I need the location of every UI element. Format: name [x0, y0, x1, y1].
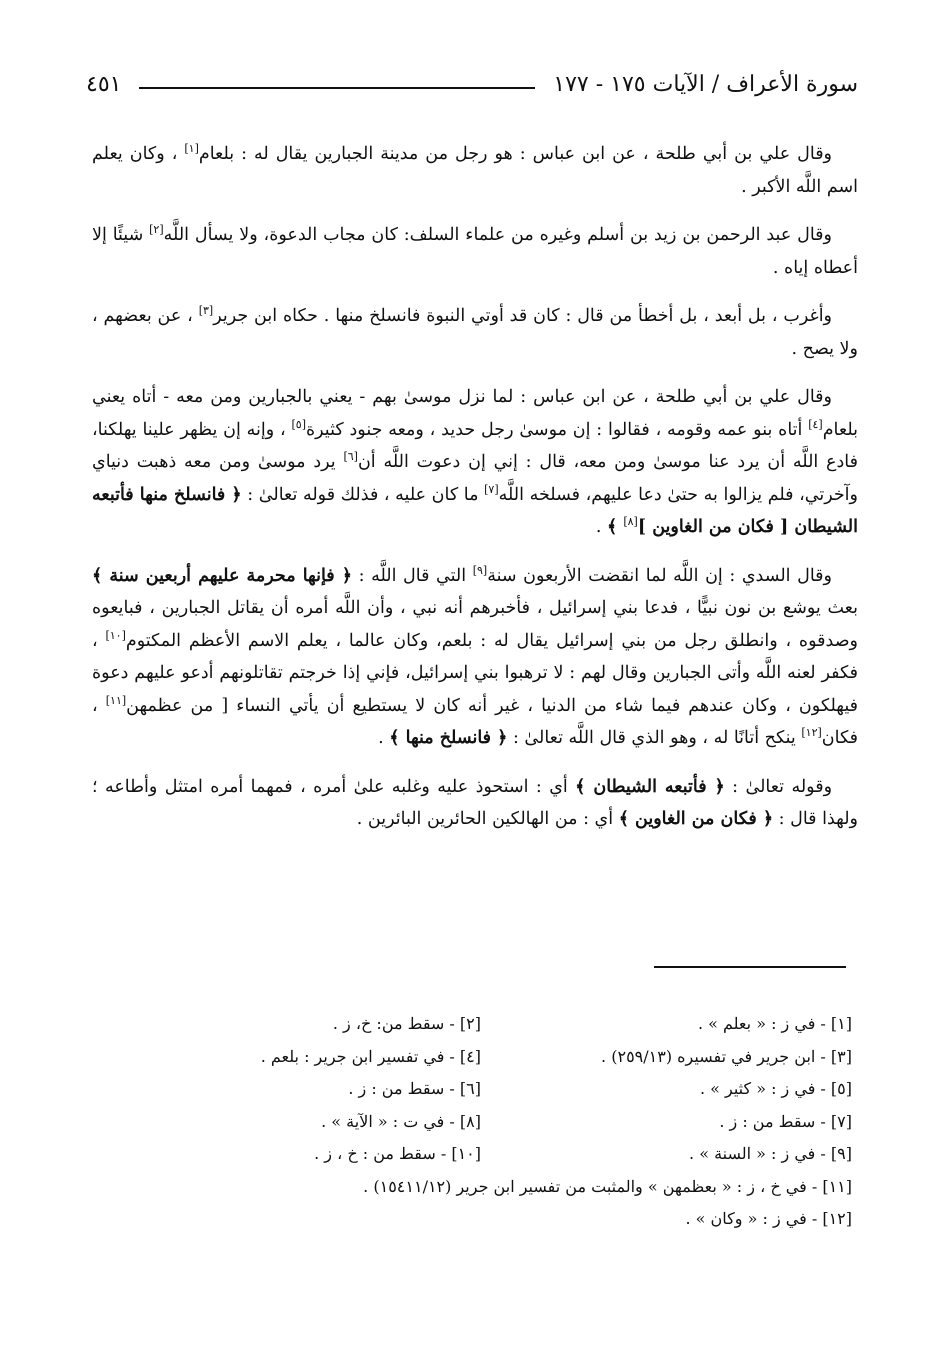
paragraph-6	[92, 771, 858, 836]
quran-quote: ﴿ فانسلخ منها فأتبعه الشيطان [ فكان من الغاوين ]	[92, 484, 858, 537]
footnote-row	[110, 1138, 852, 1171]
main-text	[92, 138, 858, 836]
footnote-ref[interactable]: [٨]	[623, 515, 638, 529]
text-run: وقال علي بن أبي طلحة ، عن ابن عباس : لما نزل موسىٰ بهم - يعني بالجبارين ومن معه - أتاه يعني بلعام	[92, 387, 858, 440]
footnote-row	[110, 1073, 852, 1106]
text-run: بعث يوشع بن نون نبيًّا ، فدعا بني إسرائيل ، فأخبرهم أنه نبي ، وأن اللَّه أمره أن يقاتل الجبارين ، فبايعوه وصدقوه ، وانطلق رجل من بني إسرائيل يقال له : بلعم، وكان عالما ، يعلم الاسم الأعظم المكتوم	[92, 598, 859, 651]
text-run: أي : استحوذ عليه وغلبه علىٰ أمره ، فمهما أمره امتثل وأطاعه ؛ ولهذا قال :	[92, 776, 858, 829]
text-run: وقال عبد الرحمن بن زيد بن أسلم وغيره من علماء السلف: كان مجاب الدعوة، ولا يسأل اللَّه	[163, 225, 833, 245]
footnote: [٤] - في تفسير ابن جرير : بلعم .	[260, 1046, 481, 1066]
footnote-row	[110, 1203, 852, 1236]
footnote-row	[110, 1171, 852, 1204]
quran-quote: ﴿ فأتبعه الشيطان ﴾	[575, 776, 725, 797]
quran-quote: ﴿ فإنها محرمة عليهم أربعين سنة ﴾	[92, 565, 353, 586]
footnote: [٣] - ابن جرير في تفسيره (٢٥٩/١٣) .	[601, 1046, 852, 1066]
text-run: ، عن بعضهم ، ولا يصح .	[92, 306, 858, 359]
page-number: ٤٥١	[86, 72, 122, 97]
footnote-ref[interactable]: [١٠]	[105, 628, 126, 642]
footnote: [١١] - في خ ، ز : « بعظمهن » والمثبت من تفسير ابن جرير (١٥٤١١/١٢) .	[363, 1176, 852, 1196]
text-run: أي : من الهالكين الحائرين البائرين .	[356, 809, 619, 829]
footnote-ref[interactable]: [٤]	[808, 417, 823, 431]
footnote-ref[interactable]: [١٢]	[801, 726, 822, 740]
footnote-row	[110, 1008, 852, 1041]
footnote: [١] - في ز : « بعلم » .	[697, 1014, 852, 1033]
footnotes	[110, 1008, 852, 1236]
page-header	[86, 72, 858, 97]
footnote: [٢] - سقط من: خ، ز .	[332, 1014, 481, 1033]
text-run: ، وكان يعلم اسم اللَّه الأكبر .	[92, 144, 858, 197]
header-rule	[139, 87, 535, 89]
footnote-ref[interactable]: [٧]	[484, 482, 499, 496]
text-run: ينكح أتانًا له ، وهو الذي قال اللَّه تعالىٰ :	[507, 728, 802, 748]
footnote: [١٢] - في ز : « وكان » .	[685, 1209, 852, 1228]
text-run: ، فكفر لعنه اللَّه وأتى الجبارين وقال لهم : لا ترهبوا بني إسرائيل، فإني إذا خرجتم تقاتلونهم أدعو عليهم دعوة فيهلكون ، وكان عندهم فيما شاء من الدنيا ، غير أنه كان لا يستطيع أن يأتي النساء [ من عظمهن	[92, 630, 858, 716]
text-run: ، وإنه إن يظهر علينا يهلكنا، فادع اللَّه أن يرد عنا موسىٰ ومن معه، قال : إني إن دعوت اللَّه أن	[92, 419, 858, 472]
paragraph-2	[92, 219, 858, 284]
footnote: [١٠] - سقط من : خ ، ز .	[314, 1144, 481, 1163]
text-run: ما كان عليه ، فذلك قوله تعالىٰ :	[241, 484, 485, 505]
footnote-ref[interactable]: [٦]	[343, 450, 358, 464]
footnote-ref[interactable]: [٥]	[291, 417, 306, 431]
quran-quote: ﴿ فكان من الغاوين ﴾	[618, 809, 774, 829]
footnote-ref[interactable]: [٩]	[472, 563, 488, 577]
paragraph-5	[92, 560, 858, 755]
footnote-row	[110, 1106, 852, 1139]
text-run: .	[595, 517, 607, 537]
text-run: .	[378, 728, 390, 748]
footnote: [٦] - سقط من : ز .	[348, 1079, 481, 1098]
quran-quote-close: ﴾	[606, 517, 624, 537]
text-run: وقال السدي : إن اللَّه لما انقضت الأربعون سنة	[487, 565, 832, 586]
quran-quote: ﴿ فانسلخ منها ﴾	[389, 728, 508, 748]
page-title: سورة الأعراف / الآيات ١٧٥ - ١٧٧	[553, 72, 858, 97]
footnote: [٩] - في ز : « السنة » .	[689, 1144, 852, 1163]
text-run: وقال علي بن أبي طلحة ، عن ابن عباس : هو رجل من مدينة الجبارين يقال له : بلعام	[198, 144, 833, 164]
footnote: [٧] - سقط من : ز .	[719, 1111, 852, 1131]
paragraph-4	[92, 381, 858, 544]
footnote-row	[110, 1041, 852, 1074]
text-run: أتاه بنو عمه وقومه ، فقالوا : إن موسىٰ رجل حديد ، ومعه جنود كثيرة	[305, 419, 809, 440]
footnote: [٥] - في ز : « كثير » .	[699, 1079, 852, 1098]
text-run: يرد موسىٰ ومن معه ذهبت دنياي وآخرتي، فلم يزالوا به حتىٰ دعا عليهم، فسلخه اللَّه	[92, 452, 858, 505]
paragraph-1	[92, 138, 858, 203]
text-run: التي قال اللَّه :	[352, 565, 473, 586]
text-run: وقوله تعالىٰ :	[724, 776, 833, 797]
text-run: ، فكان	[92, 695, 858, 748]
footnote-ref[interactable]: [١١]	[105, 693, 127, 707]
footnote-ref[interactable]: [٣]	[198, 304, 214, 318]
footnote: [٨] - في ت : « الآية » .	[321, 1111, 481, 1131]
footnote-ref[interactable]: [٢]	[149, 223, 164, 237]
paragraph-3	[92, 300, 858, 365]
text-run: شيئًا إلا أعطاه إياه .	[92, 225, 858, 278]
footnote-ref[interactable]: [١]	[184, 142, 199, 156]
text-run: وأغرب ، بل أبعد ، بل أخطأ من قال : كان قد أوتي النبوة فانسلخ منها . حكاه ابن جرير	[213, 306, 833, 326]
footnote-separator	[654, 966, 846, 968]
